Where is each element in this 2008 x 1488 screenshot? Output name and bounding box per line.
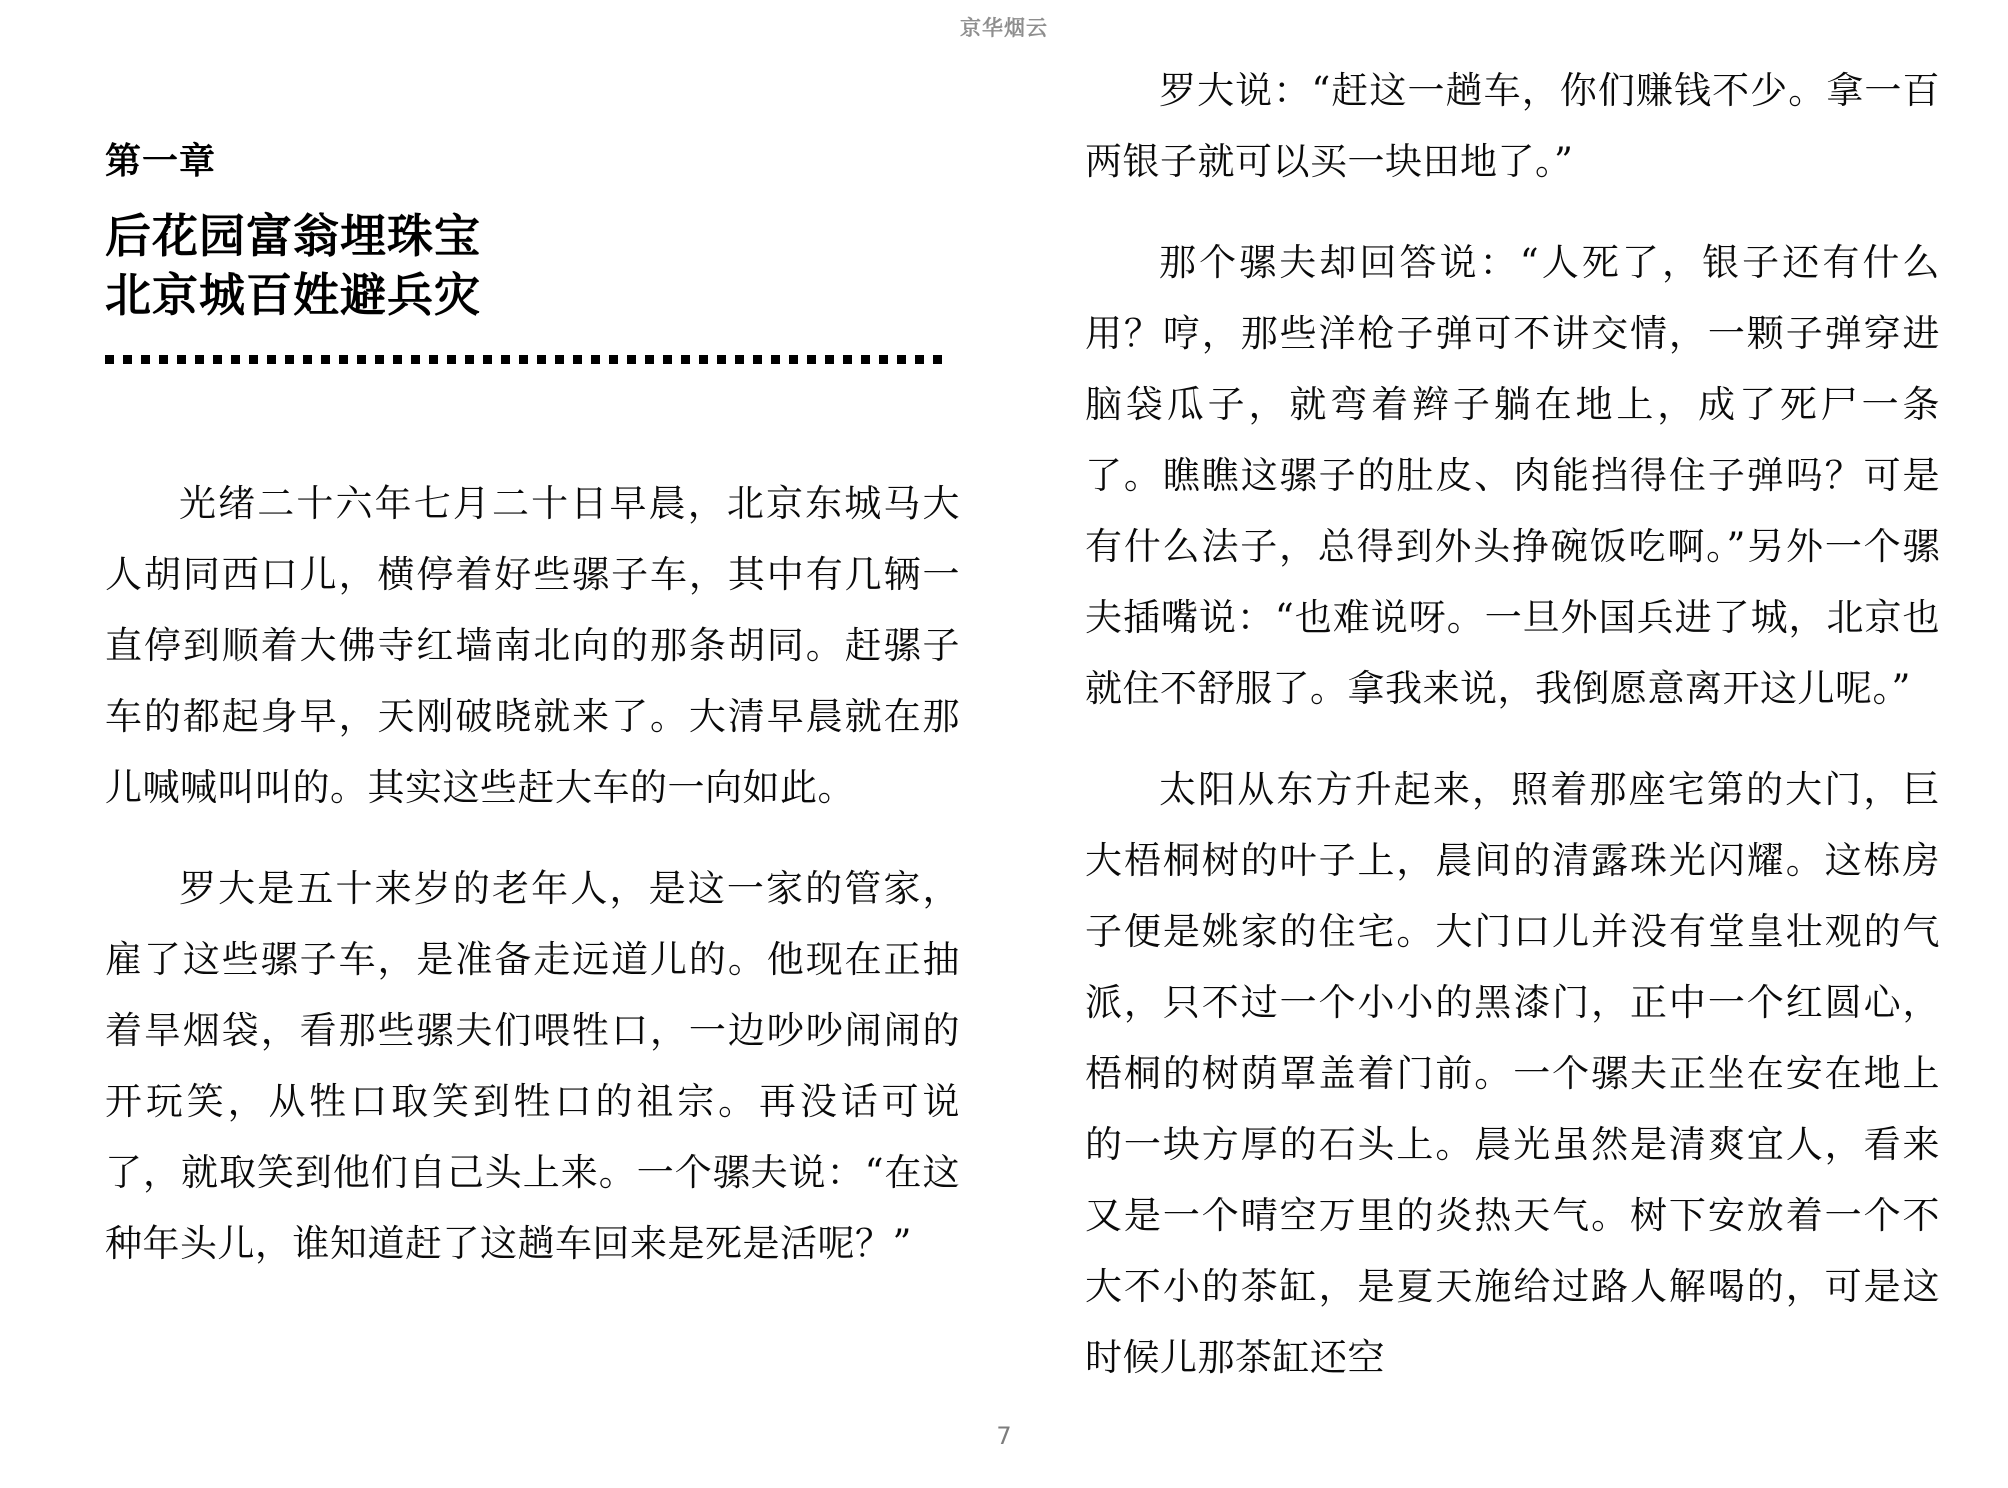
left-column-body bbox=[105, 468, 960, 1279]
chapter-heading-block bbox=[105, 0, 960, 364]
paragraph: 太阳从东方升起来，照着那座宅第的大门，巨大梧桐树的叶子上，晨间的清露珠光闪耀。这栋房子便是姚家的住宅。大门口儿并没有堂皇壮观的气派，只不过一个小小的黑漆门，正中一个红圆心，梧桐的树荫罩盖着门前。一个骡夫正坐在安在地上的一块方厚的石头上。晨光虽然是清爽宜人，看来又是一个晴空万里的炎热天气。树下安放着一个不大不小的茶缸，是夏天施给过路人解喝的，可是这时候儿那茶缸还空 bbox=[1085, 768, 1940, 1379]
right-column bbox=[1085, 0, 1940, 1393]
right-column-body bbox=[1085, 55, 1940, 1393]
chapter-title-line-2: 北京城百姓避兵灾 bbox=[105, 268, 481, 323]
page-number: 7 bbox=[996, 1422, 1012, 1450]
chapter-divider-rule bbox=[105, 355, 945, 364]
paragraph: 罗大说：“赶这一趟车，你们赚钱不少。拿一百两银子就可以买一块田地了。” bbox=[1085, 69, 1940, 183]
paragraph: 那个骡夫却回答说：“人死了，银子还有什么用？哼，那些洋枪子弹可不讲交情，一颗子弹穿进脑袋瓜子，就弯着辫子躺在地上，成了死尸一条了。瞧瞧这骡子的肚皮、肉能挡得住子弹吗？可是有什么法子，总得到外头挣碗饭吃啊。”另外一个骡夫插嘴说：“也难说呀。一旦外国兵进了城，北京也就住不舒服了。拿我来说，我倒愿意离开这儿呢。” bbox=[1085, 241, 1940, 710]
running-header: 京华烟云 bbox=[960, 16, 1048, 40]
left-column bbox=[105, 0, 960, 1279]
paragraph: 光绪二十六年七月二十日早晨，北京东城马大人胡同西口儿，横停着好些骡子车，其中有几辆一直停到顺着大佛寺红墙南北向的那条胡同。赶骡子车的都起身早，天刚破晓就来了。大清早晨就在那儿喊喊叫叫的。其实这些赶大车的一向如此。 bbox=[105, 481, 960, 809]
chapter-number: 第一章 bbox=[105, 141, 217, 182]
chapter-title bbox=[105, 207, 960, 325]
left-column-spacer bbox=[105, 364, 960, 468]
paragraph: 罗大是五十来岁的老年人，是这一家的管家，雇了这些骡子车，是准备走远道儿的。他现在正抽着旱烟袋，看那些骡夫们喂牲口，一边吵吵闹闹的开玩笑，从牲口取笑到牲口的祖宗。再没话可说了，就取笑到他们自己头上来。一个骡夫说：“在这种年头儿，谁知道赶了这趟车回来是死是活呢？” bbox=[105, 866, 960, 1265]
chapter-title-line-1: 后花园富翁埋珠宝 bbox=[105, 209, 481, 264]
right-column-spacer bbox=[1085, 0, 1940, 55]
